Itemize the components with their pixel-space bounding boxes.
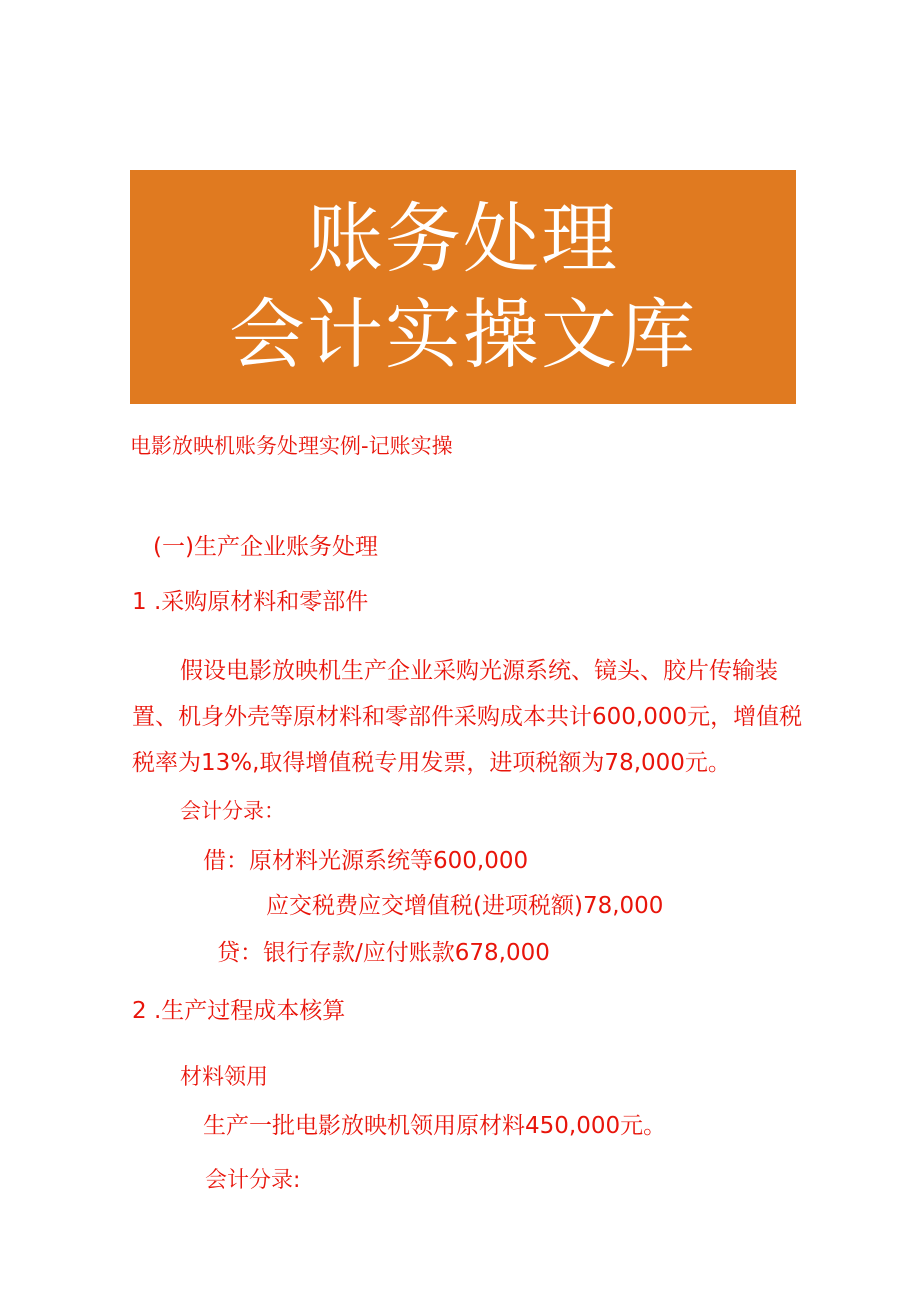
document-title: 电影放映机账务处理实例-记账实操 [130,434,453,458]
banner-title-line-2: 会计实操文库 [229,290,697,379]
journal-credit-line: 贷：银行存款/应付账款678,000 [217,940,550,966]
section-heading: (一)生产企业账务处理 [153,534,378,560]
item-2-paragraph: 生产一批电影放映机领用原材料450,000元。 [203,1113,667,1139]
item-1-heading: 1 .采购原材料和零部件 [132,589,369,615]
journal-debit-line-1: 借：原材料光源系统等600,000 [203,848,529,874]
banner-title-line-1: 账务处理 [307,194,619,283]
item-1-paragraph-line-1: 假设电影放映机生产企业采购光源系统、镜头、胶片传输装 [180,658,778,684]
item-2-entry-label: 会计分录: [205,1168,301,1193]
item-1-paragraph-line-2: 置、机身外壳等原材料和零部件采购成本共计600,000元，增值税 [132,704,803,730]
item-1-paragraph-line-3: 税率为13%,取得增值税专用发票，进项税额为78,000元。 [132,750,731,776]
journal-debit-line-2: 应交税费应交增值税(进项税额)78,000 [266,893,664,919]
item-1-entry-label: 会计分录： [180,799,285,823]
title-banner [130,170,796,404]
item-2-heading: 2 .生产过程成本核算 [132,998,346,1024]
item-2-subheading: 材料领用 [180,1065,269,1090]
